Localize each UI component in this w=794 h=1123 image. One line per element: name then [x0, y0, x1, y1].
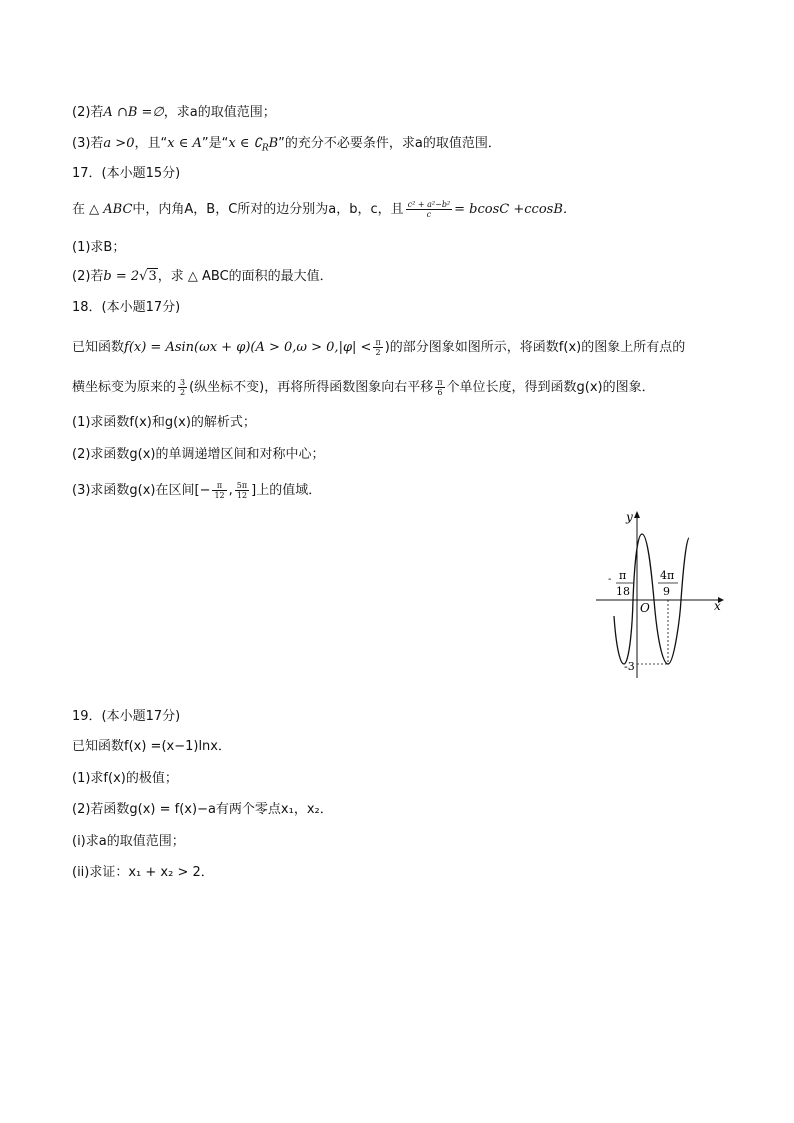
q18-header: 18．(本小题17分) [72, 300, 181, 315]
sqrt-symbol: √3 [139, 269, 157, 284]
q16-part2-math: A ∩B =∅ [103, 105, 164, 120]
origin-label: O [640, 601, 650, 615]
q17-part1: (1)求B； [72, 240, 126, 255]
q16-part3-mid1: ，且“ [134, 136, 168, 151]
q16-part3-math-a: a >0 [103, 136, 135, 151]
q18-phi-bound-fraction [373, 338, 382, 357]
q17-stem [72, 200, 576, 219]
q17-stem-rhs: = bcosC +ccosB． [454, 202, 576, 217]
q18-scale-num: 3 [180, 378, 186, 387]
q17-part2-text: ，求 △ ABC的面积的最大值． [157, 269, 333, 284]
q17-stem-prefix: 在 △ [72, 202, 104, 217]
q18-phi-bound-num: π [375, 338, 381, 347]
q16-part3-math-b: B [268, 136, 279, 151]
q16-part3-sub-r: R [261, 143, 269, 154]
q17-fraction-numerator: c² + a²−b² [407, 200, 451, 209]
q18-interval-right-num: 5π [236, 481, 248, 490]
q18-interval-left-num: π [212, 481, 226, 491]
q19-header: 19．(本小题17分) [72, 709, 181, 724]
q19-part2-i: (i)求a的取值范围； [72, 834, 185, 849]
q16-part2-text: ，求a的取值范围； [163, 105, 276, 120]
q17-part2-radicand: 3 [148, 269, 157, 284]
q19-part2-ii: (ii)求证：x₁ + x₂ > 2． [72, 865, 214, 880]
q17-part2-math: b = 2 [103, 269, 140, 284]
q16-part3-text: ”的充分不必要条件，求a的取值范围． [278, 136, 501, 151]
q19-part1: (1)求f(x)的极值； [72, 771, 178, 786]
q18-shift-fraction [435, 378, 444, 397]
function-graph [592, 508, 732, 680]
q17-fraction-denominator: c [426, 210, 432, 219]
sine-curve [614, 534, 689, 664]
q18-stem-text2-prefix: 横坐标变为原来的 [72, 380, 177, 395]
left-tick-den: 18 [616, 585, 630, 598]
q17-fraction [406, 200, 452, 219]
q16-part3-math-xa: x ∈ A [167, 136, 202, 151]
q18-part3-prefix: (3)求函数g(x)在区间[− [72, 483, 211, 498]
q17-stem-text: 中，内角A，B，C所对的边分别为a，b，c，且 [132, 202, 404, 217]
q18-interval-right-den: 12 [236, 491, 248, 500]
q18-scale-fraction [178, 378, 187, 397]
q16-part3-mid2: ”是“ [201, 136, 229, 151]
right-tick-den: 9 [663, 585, 670, 598]
q17-part2 [72, 268, 333, 286]
q18-interval-left [212, 481, 226, 500]
left-tick-num: π [619, 569, 627, 582]
q18-stem-text2-post: 个单位长度，得到函数g(x)的图象． [446, 380, 655, 395]
q18-stem-function: f(x) = Asin(ωx + φ)(A > 0,ω > 0,|φ| < [124, 340, 372, 355]
q18-shift-num: π [437, 378, 443, 387]
q16-part3-prefix: (3)若 [72, 136, 104, 151]
q18-interval-right [235, 481, 249, 500]
y-axis-label: y [626, 510, 633, 524]
q18-scale-den: 2 [180, 388, 186, 397]
q17-header: 17．(本小题15分) [72, 166, 181, 181]
q16-part3-math-complement: x ∈ ∁ [228, 136, 262, 151]
q18-phi-bound-den: 2 [375, 348, 381, 357]
min-label: -3 [624, 660, 635, 673]
q18-stem-text1: )的部分图象如图所示，将函数f(x)的图象上所有点的 [384, 340, 686, 355]
q16-part2 [72, 104, 276, 122]
x-axis-label: x [714, 599, 721, 613]
q18-stem-prefix: 已知函数 [72, 340, 125, 355]
q18-stem-line2 [72, 378, 655, 397]
q18-stem-line1 [72, 338, 685, 357]
q18-part2: (2)求函数g(x)的单调递增区间和对称中心； [72, 447, 325, 462]
q19-part2: (2)若函数g(x) = f(x)−a有两个零点x₁，x₂． [72, 802, 333, 817]
y-axis-arrow [634, 511, 640, 518]
q17-part2-prefix: (2)若 [72, 269, 104, 284]
q18-interval-comma: , [228, 483, 233, 498]
q19-stem: 已知函数f(x) =(x−1)lnx． [72, 739, 231, 754]
left-tick-sign: - [608, 574, 612, 585]
q16-part3 [72, 135, 501, 158]
q18-part3 [72, 481, 321, 500]
q16-part2-prefix: (2)若 [72, 105, 104, 120]
q18-stem-text2-mid: (纵坐标不变)，再将所得函数图象向右平移 [189, 380, 434, 395]
q18-part3-text: ]上的值域． [251, 483, 322, 498]
q18-shift-den: 6 [437, 388, 443, 397]
q18-interval-left-den: 12 [214, 491, 225, 500]
right-tick-num: 4π [660, 569, 675, 582]
q18-part1: (1)求函数f(x)和g(x)的解析式； [72, 415, 256, 430]
q17-stem-triangle: ABC [103, 202, 133, 217]
